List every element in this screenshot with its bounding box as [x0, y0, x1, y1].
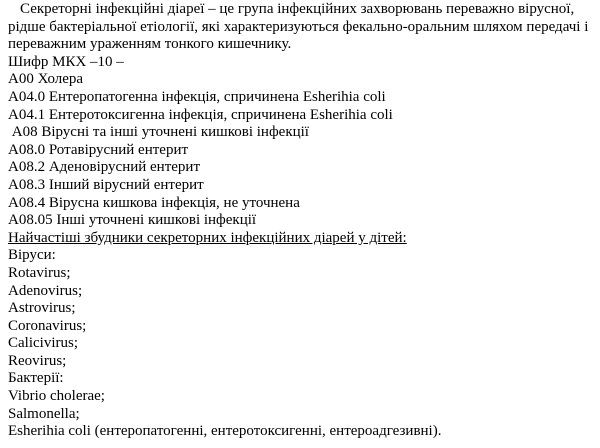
icd-code-item: А08.4 Вірусна кишкова інфекція, не уточнена [8, 194, 300, 211]
icd-code-list [8, 71, 598, 229]
virus-item: Calicivirus; [8, 335, 78, 352]
virus-item: Coronavirus; [8, 317, 87, 334]
bacteria-list [8, 388, 598, 441]
icd-code-item: А08.3 Інший вірусний ентерит [8, 176, 204, 193]
pathogens-heading: Найчастіші збудники секреторних інфекційних діарей у дітей: [8, 229, 407, 246]
viruses-heading: Віруси: [8, 247, 56, 264]
document-page [8, 0, 598, 441]
bacteria-item: Vibrio cholerae; [8, 388, 105, 405]
icd-heading: Шифр МКХ –10 – [8, 53, 124, 70]
bacteria-item: Salmonella; [8, 405, 80, 422]
icd-code-item: А08.05 Інші уточнені кишкові інфекції [8, 212, 257, 229]
virus-item: Astrovirus; [8, 300, 76, 317]
icd-code-item: А04.1 Ентеротоксигенна інфекція, спричинена Esherihia coli [8, 106, 393, 123]
virus-list [8, 265, 598, 371]
icd-code-item: А04.0 Ентеропатогенна інфекція, спричинена Esherihia coli [8, 88, 386, 105]
virus-item: Adenovirus; [8, 282, 83, 299]
icd-code-item: А08.0 Ротавірусний ентерит [8, 141, 189, 158]
icd-code-item: А08.2 Аденовірусний ентерит [8, 159, 201, 176]
intro-paragraph: Секреторні інфекційні діареї – це група інфекційних захворювань переважно вірусної, рідше бактеріальної етіології, які характеризуються фекально-оральним шляхом передачі і переважним ураженням тонкого кишечнику. [8, 1, 589, 53]
virus-item: Rotavirus; [8, 264, 71, 281]
bacteria-item: Esherihia coli (ентеропатогенні, ентеротоксигенні, ентероадгезивні). [8, 423, 442, 440]
icd-code-item: А08 Вірусні та інші уточнені кишкові інфекції [8, 124, 309, 141]
bacteria-heading: Бактерії: [8, 370, 64, 387]
icd-code-item: А00 Холера [8, 71, 84, 88]
virus-item: Reovirus; [8, 352, 67, 369]
